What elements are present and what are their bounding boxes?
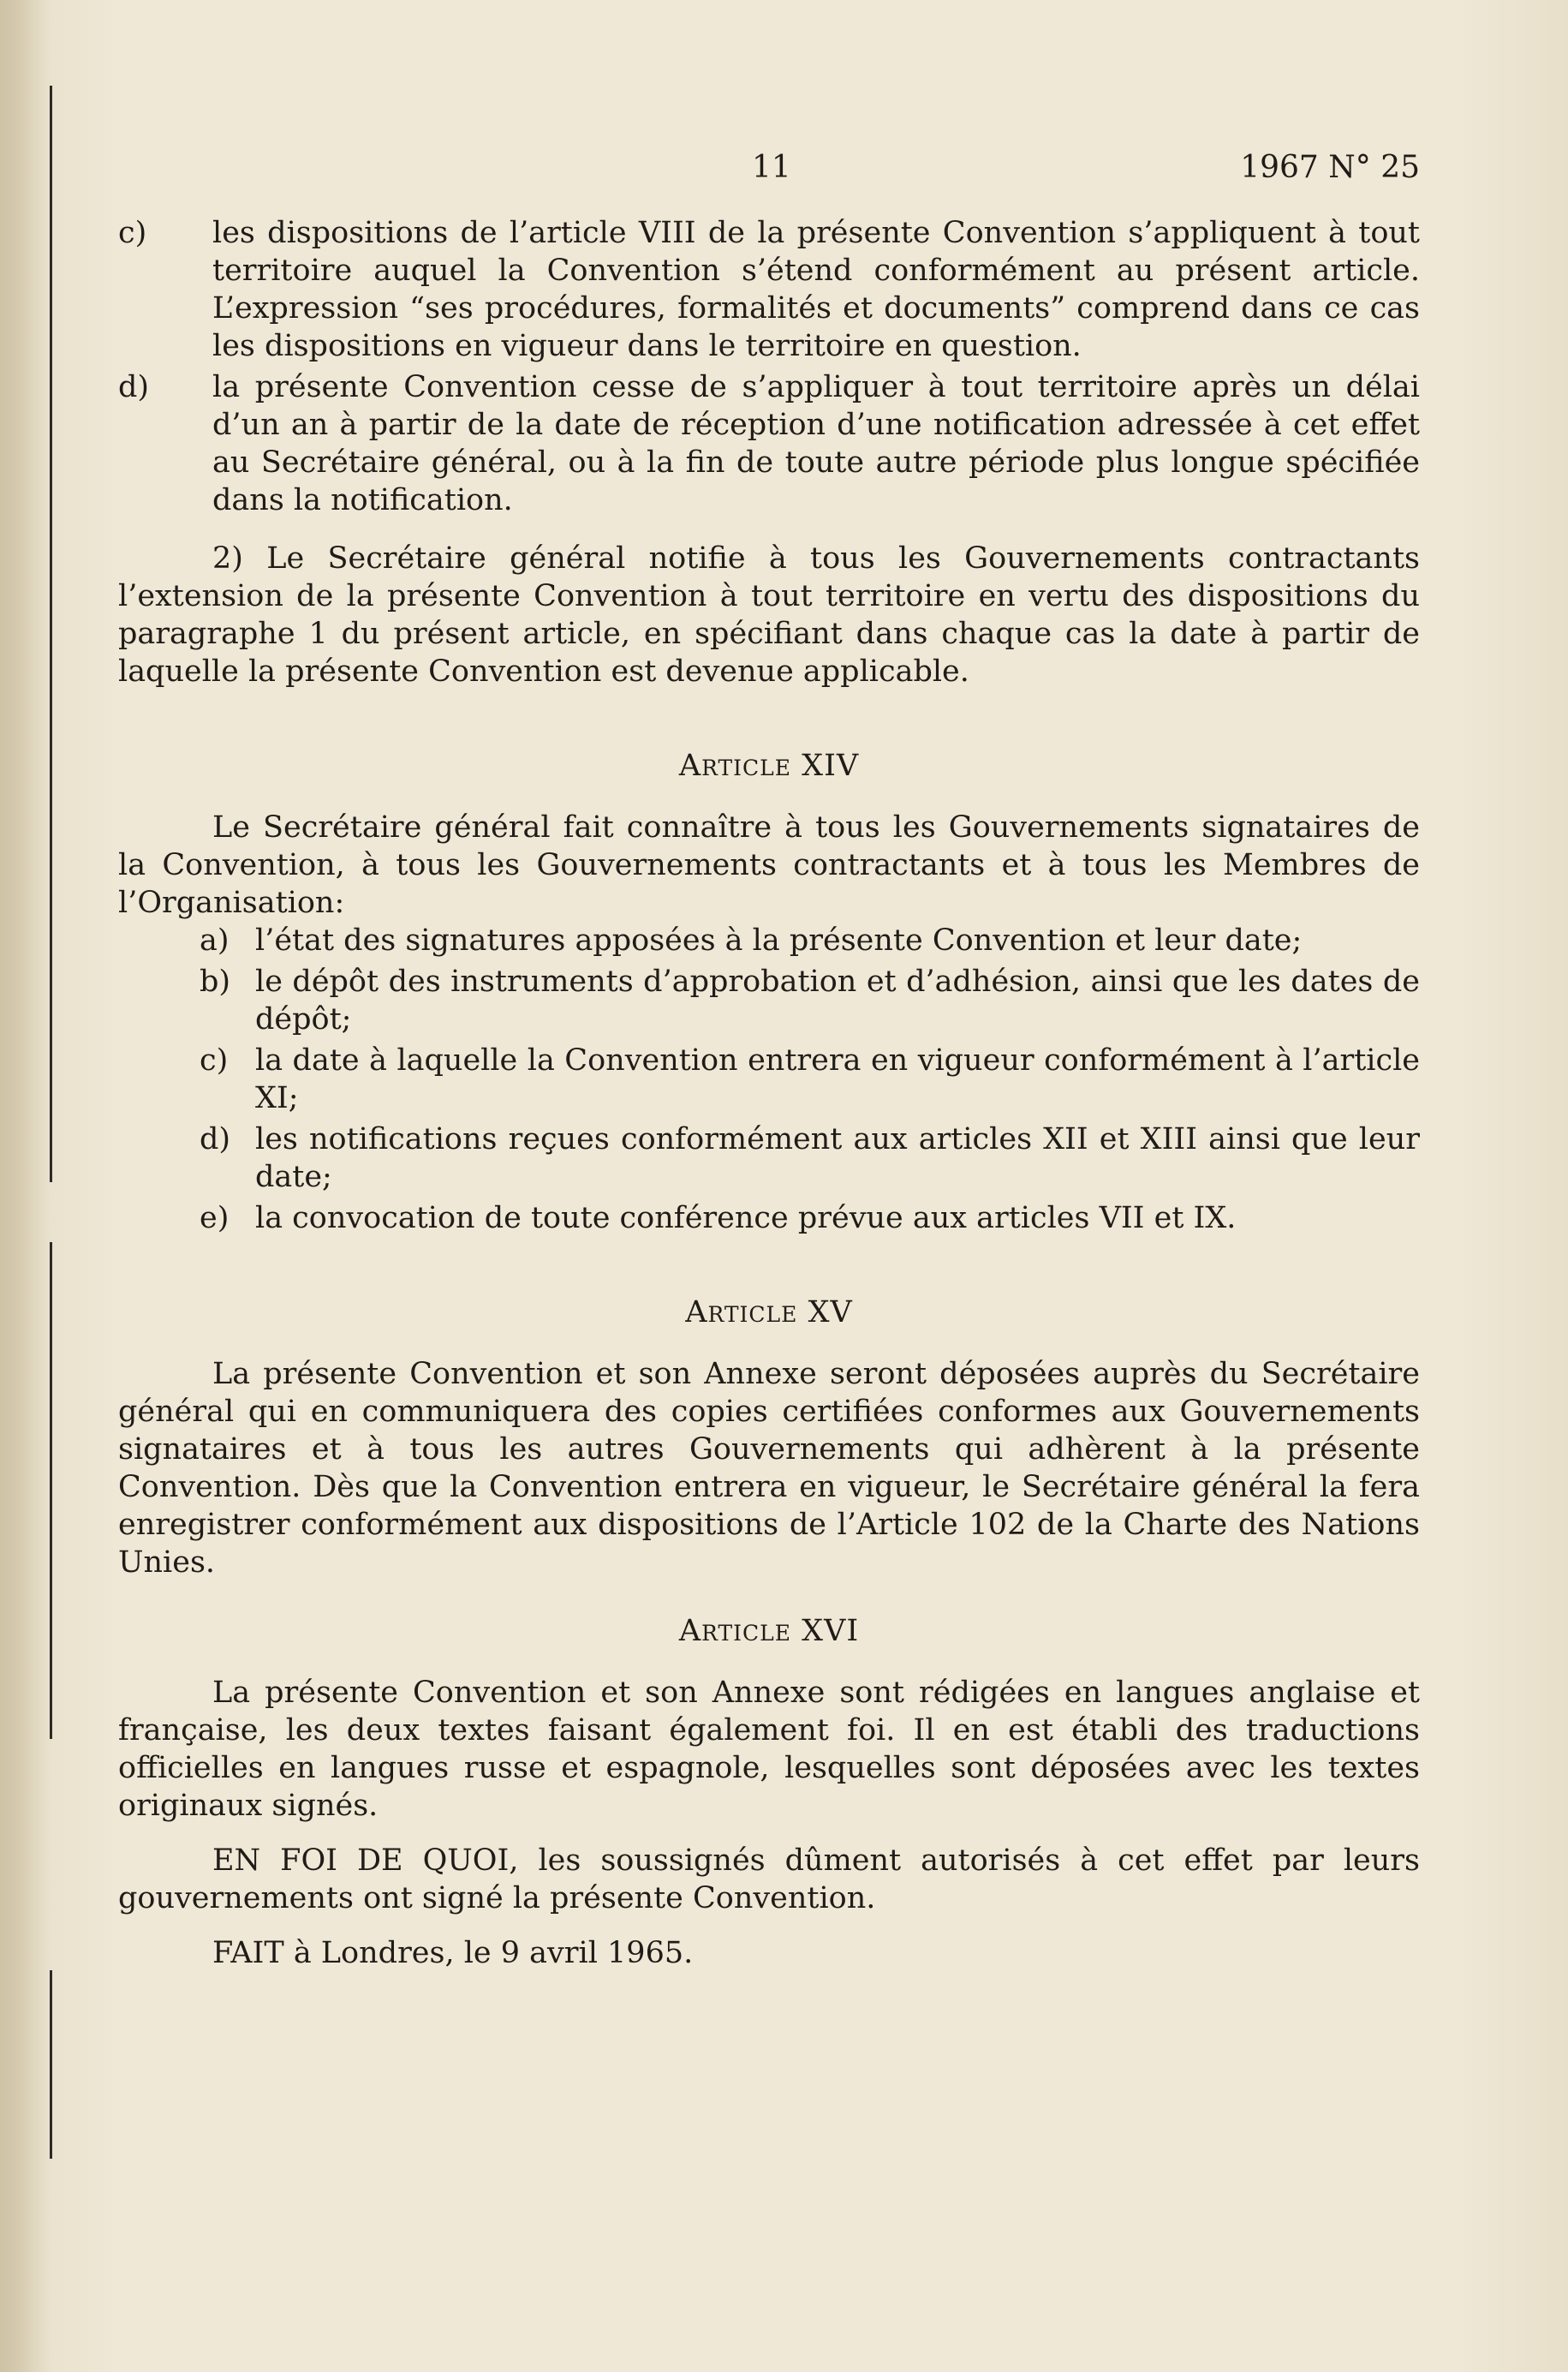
done-at-clause: FAIT à Londres, le 9 avril 1965.: [212, 1936, 694, 1970]
item-label: a): [200, 923, 230, 958]
list-item: [118, 1199, 1420, 1237]
list-item: [118, 963, 1420, 1038]
item-text: le dépôt des instruments d’approbation et d’adhésion, ainsi que les dates de dépôt;: [255, 965, 1420, 1037]
item-label: c): [200, 1043, 229, 1078]
article-number: XIV: [802, 749, 860, 783]
paragraph-2: 2) Le Secrétaire général notifie à tous les Gouvernements contractants l’extension de la présente Convention à tout territoire en vertu des dispositions du paragraphe 1 du présent article, en spécifiant dans chaque cas la date à partir de laquelle la présente Convention est devenue applicable.: [118, 541, 1420, 689]
article-heading: [118, 1294, 1420, 1331]
list-item: [118, 1042, 1420, 1117]
item-label: b): [200, 965, 231, 999]
article-word: Article: [678, 1614, 792, 1648]
article-heading: [118, 747, 1420, 785]
item-text: les notifications reçues conformément aux articles XII et XIII ainsi que leur date;: [255, 1122, 1420, 1194]
list-item: [118, 214, 1420, 365]
item-text: l’état des signatures apposées à la présente Convention et leur date;: [255, 923, 1303, 958]
item-label: d): [200, 1122, 231, 1156]
running-header: [118, 150, 1420, 193]
article-list: [118, 922, 1420, 1237]
item-label: d): [118, 370, 150, 404]
list-item: [118, 368, 1420, 519]
article-text: La présente Convention et son Annexe sont rédigées en langues anglaise et française, les deux textes faisant également foi. Il en est établi des traductions officielles en langues russe et espagnole, lesquelles sont déposées avec les textes originaux signés.: [118, 1676, 1420, 1823]
binding-gutter: [0, 0, 51, 2372]
article-word: Article: [685, 1295, 798, 1329]
article-word: Article: [678, 749, 792, 783]
page-edge-line: [50, 1970, 52, 2159]
item-label: c): [118, 216, 147, 250]
document-reference: 1967 N° 25: [1240, 150, 1420, 185]
article-intro: Le Secrétaire général fait connaître à tous les Gouvernements signataires de la Convention, à tous les Gouvernements contractants et à tous les Membres de l’Organisation:: [118, 810, 1420, 920]
item-text: les dispositions de l’article VIII de la présente Convention s’appliquent à tout territoire auquel la Convention s’étend conformément au présent article. L’expression “ses procédures, formalités et documents” comprend dans ce cas les dispositions en vigueur dans le territoire en question.: [212, 216, 1420, 363]
article-heading: [118, 1612, 1420, 1650]
document-body: [118, 214, 1420, 1972]
item-text: la date à laquelle la Convention entrera en vigueur conformément à l’article XI;: [255, 1043, 1420, 1115]
list-item: [118, 922, 1420, 959]
article-number: XV: [808, 1295, 853, 1329]
in-witness-clause: EN FOI DE QUOI, les soussignés dûment autorisés à cet effet par leurs gouvernements ont signé la présente Convention.: [118, 1843, 1420, 1915]
list-item: [118, 1120, 1420, 1196]
item-text: la convocation de toute conférence prévue aux articles VII et IX.: [255, 1201, 1237, 1235]
page-number: 11: [752, 150, 791, 185]
page-edge-line: [50, 1242, 52, 1739]
article-number: XVI: [802, 1614, 860, 1648]
page-edge-line: [50, 86, 52, 1182]
article-text: La présente Convention et son Annexe seront déposées auprès du Secrétaire général qui en communiquera des copies certifiées conformes aux Gouvernements signataires et à tous les autres Gouvernements qui adhèrent à la présente Convention. Dès que la Convention entrera en vigueur, le Secrétaire général la fera enregistrer conformément aux dispositions de l’Article 102 de la Charte des Nations Unies.: [118, 1357, 1420, 1580]
item-text: la présente Convention cesse de s’appliquer à tout territoire après un délai d’un an à partir de la date de réception d’une notification adressée à cet effet au Secrétaire général, ou à la fin de toute autre période plus longue spécifiée dans la notification.: [212, 370, 1420, 517]
item-label: e): [200, 1201, 230, 1235]
